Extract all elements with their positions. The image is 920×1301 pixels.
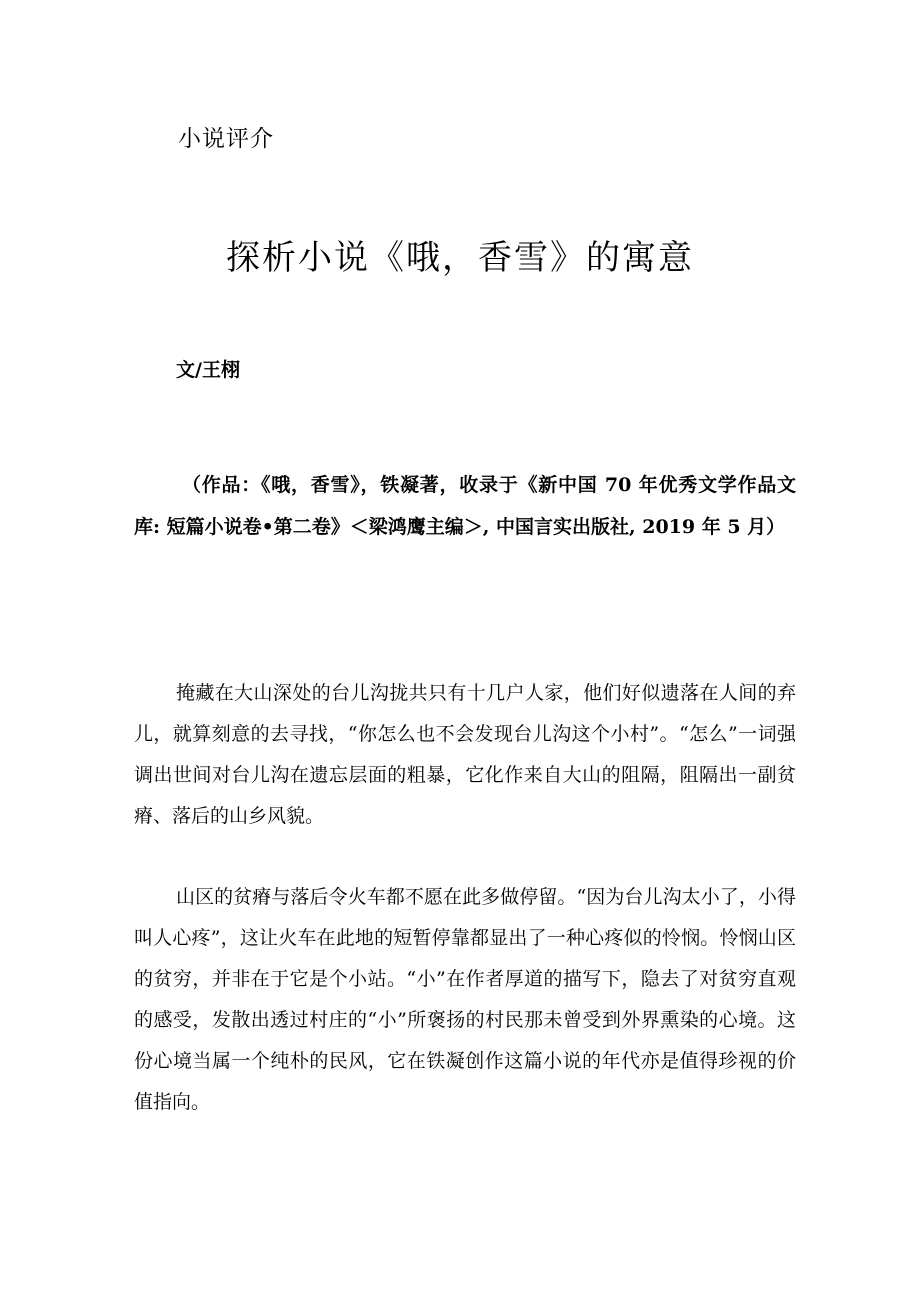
- work-citation: （作品：《哦，香雪》，铁凝著，收录于《新中国 70 年优秀文学作品文库: 短篇小说卷•第二卷》＜梁鸿鹰主编＞, 中国言实出版社, 2019 年 5 月）: [134, 474, 796, 538]
- author-byline: 文/王栩: [176, 359, 240, 381]
- article-title: 探析小说《哦，香雪》的寓意: [226, 238, 694, 278]
- body-paragraph: 掩藏在大山深处的台儿沟拢共只有十几户人家，他们好似遗落在人间的弃儿，就算刻意的去寻找，“你怎么也不会发现台儿沟这个小村”。“怎么”一词强调出世间对台儿沟在遗忘层面的粗暴，它化作来自大山的阻隔，阻隔出一副贫瘠、落后的山乡风貌。: [134, 682, 796, 827]
- body-paragraph: 山区的贫瘠与落后令火车都不愿在此多做停留。“因为台儿沟太小了，小得叫人心疼”，这让火车在此地的短暂停靠都显出了一种心疼似的怜悯。怜悯山区的贫穷，并非在于它是个小站。“小”在作者厚道的描写下，隐去了对贫穷直观的感受，发散出透过村庄的“小”所褒扬的村民那未曾受到外界熏染的心境。这份心境当属一个纯朴的民风，它在铁凝创作这篇小说的年代亦是值得珍视的价值指向。: [134, 886, 796, 1113]
- section-label: 小说评介: [178, 126, 274, 152]
